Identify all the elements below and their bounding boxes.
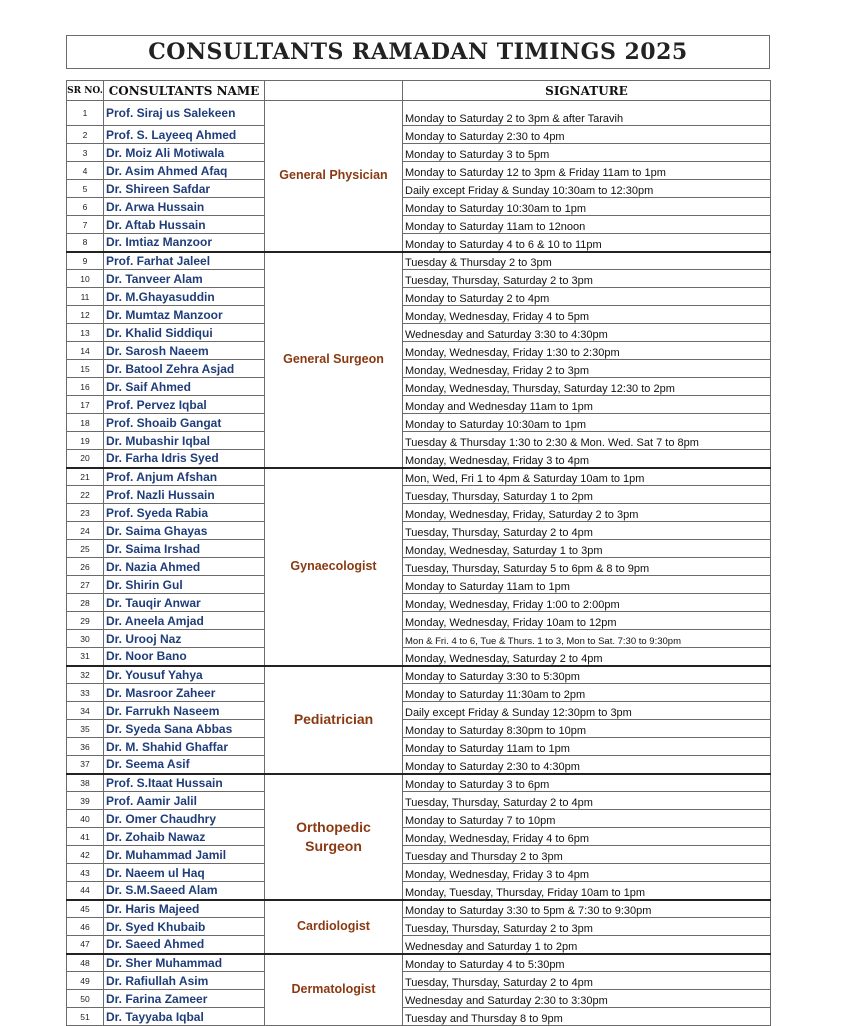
timing-text: Wednesday and Saturday 1 to 2pm	[403, 936, 771, 954]
header-name: CONSULTANTS NAME	[104, 81, 265, 101]
serial-number: 39	[67, 792, 104, 810]
timing-text: Monday, Wednesday, Friday 4 to 5pm	[403, 306, 771, 324]
timing-text: Monday, Tuesday, Thursday, Friday 10am to 1pm	[403, 882, 771, 900]
serial-number: 51	[67, 1008, 104, 1026]
serial-number: 34	[67, 702, 104, 720]
table-row	[67, 324, 771, 342]
serial-number: 29	[67, 612, 104, 630]
timing-text: Monday to Saturday 2 to 4pm	[403, 288, 771, 306]
table-row	[67, 234, 771, 252]
table-row	[67, 774, 771, 792]
timing-text: Tuesday, Thursday, Saturday 5 to 6pm & 8 to 9pm	[403, 558, 771, 576]
serial-number: 5	[67, 180, 104, 198]
header-sr: SR NO.	[67, 81, 104, 101]
consultant-name: Dr. Aneela Amjad	[104, 612, 265, 630]
timing-text: Monday, Wednesday, Thursday, Saturday 12:30 to 2pm	[403, 378, 771, 396]
table-row	[67, 522, 771, 540]
serial-number: 36	[67, 738, 104, 756]
serial-number: 25	[67, 540, 104, 558]
table-row	[67, 792, 771, 810]
serial-number: 47	[67, 936, 104, 954]
department-label: Cardiologist	[265, 900, 403, 954]
consultant-name: Dr. Aftab Hussain	[104, 216, 265, 234]
table-row	[67, 954, 771, 972]
consultant-name: Dr. Mubashir Iqbal	[104, 432, 265, 450]
timing-text: Monday and Wednesday 11am to 1pm	[403, 396, 771, 414]
timing-text: Monday, Wednesday, Friday 3 to 4pm	[403, 864, 771, 882]
department-label: Gynaecologist	[265, 468, 403, 666]
table-row	[67, 828, 771, 846]
timing-text: Monday, Wednesday, Friday 1:00 to 2:00pm	[403, 594, 771, 612]
timing-text: Monday to Saturday 10:30am to 1pm	[403, 198, 771, 216]
timing-text: Monday to Saturday 12 to 3pm & Friday 11am to 1pm	[403, 162, 771, 180]
consultant-name: Dr. Muhammad Jamil	[104, 846, 265, 864]
timing-text: Tuesday, Thursday, Saturday 2 to 4pm	[403, 972, 771, 990]
table-row	[67, 468, 771, 486]
consultant-name: Prof. Pervez Iqbal	[104, 396, 265, 414]
timing-text: Monday to Saturday 4 to 6 & 10 to 11pm	[403, 234, 771, 252]
timing-text: Tuesday & Thursday 1:30 to 2:30 & Mon. Wed. Sat 7 to 8pm	[403, 432, 771, 450]
consultant-name: Dr. Moiz Ali Motiwala	[104, 144, 265, 162]
table-row	[67, 630, 771, 648]
table-row	[67, 756, 771, 774]
timing-text: Monday to Saturday 2 to 3pm & after Taravih	[403, 101, 771, 126]
serial-number: 26	[67, 558, 104, 576]
timing-text: Monday to Saturday 11am to 1pm	[403, 738, 771, 756]
serial-number: 13	[67, 324, 104, 342]
consultant-name: Dr. Saima Irshad	[104, 540, 265, 558]
table-row	[67, 342, 771, 360]
serial-number: 40	[67, 810, 104, 828]
consultant-name: Dr. Naeem ul Haq	[104, 864, 265, 882]
timing-text: Monday, Wednesday, Saturday 1 to 3pm	[403, 540, 771, 558]
table-row	[67, 666, 771, 684]
consultant-name: Dr. Nazia Ahmed	[104, 558, 265, 576]
consultant-name: Dr. Syeda Sana Abbas	[104, 720, 265, 738]
serial-number: 9	[67, 252, 104, 270]
serial-number: 46	[67, 918, 104, 936]
serial-number: 31	[67, 648, 104, 666]
serial-number: 50	[67, 990, 104, 1008]
consultant-name: Dr. Batool Zehra Asjad	[104, 360, 265, 378]
table-row	[67, 846, 771, 864]
serial-number: 41	[67, 828, 104, 846]
timing-text: Mon & Fri. 4 to 6, Tue & Thurs. 1 to 3, Mon to Sat. 7:30 to 9:30pm	[403, 630, 771, 648]
serial-number: 19	[67, 432, 104, 450]
table-row	[67, 306, 771, 324]
serial-number: 24	[67, 522, 104, 540]
consultant-name: Dr. Shireen Safdar	[104, 180, 265, 198]
table-row	[67, 594, 771, 612]
table-row	[67, 864, 771, 882]
timing-text: Monday, Wednesday, Friday, Saturday 2 to 3pm	[403, 504, 771, 522]
timing-text: Monday to Saturday 4 to 5:30pm	[403, 954, 771, 972]
timings-sheet	[66, 35, 770, 1025]
consultant-name: Prof. S.Itaat Hussain	[104, 774, 265, 792]
serial-number: 27	[67, 576, 104, 594]
table-body	[67, 101, 771, 1026]
consultant-name: Dr. Yousuf Yahya	[104, 666, 265, 684]
serial-number: 22	[67, 486, 104, 504]
serial-number: 4	[67, 162, 104, 180]
table-row	[67, 252, 771, 270]
table-row	[67, 936, 771, 954]
consultant-name: Dr. Tauqir Anwar	[104, 594, 265, 612]
table-row	[67, 450, 771, 468]
consultant-name: Prof. Farhat Jaleel	[104, 252, 265, 270]
consultant-name: Prof. S. Layeeq Ahmed	[104, 126, 265, 144]
serial-number: 20	[67, 450, 104, 468]
serial-number: 32	[67, 666, 104, 684]
table-row	[67, 972, 771, 990]
consultant-name: Dr. Sher Muhammad	[104, 954, 265, 972]
consultant-name: Dr. Urooj Naz	[104, 630, 265, 648]
timing-text: Daily except Friday & Sunday 12:30pm to 3pm	[403, 702, 771, 720]
table-row	[67, 540, 771, 558]
serial-number: 18	[67, 414, 104, 432]
table-row	[67, 126, 771, 144]
consultant-name: Dr. Zohaib Nawaz	[104, 828, 265, 846]
page-title: CONSULTANTS RAMADAN TIMINGS 2025	[148, 39, 688, 65]
timing-text: Monday to Saturday 11am to 12noon	[403, 216, 771, 234]
consultant-name: Dr. Saif Ahmed	[104, 378, 265, 396]
timing-text: Tuesday and Thursday 8 to 9pm	[403, 1008, 771, 1026]
table-row	[67, 144, 771, 162]
consultant-name: Dr. S.M.Saeed Alam	[104, 882, 265, 900]
consultant-name: Dr. Mumtaz Manzoor	[104, 306, 265, 324]
timing-text: Monday to Saturday 2:30 to 4:30pm	[403, 756, 771, 774]
timing-text: Monday, Wednesday, Saturday 2 to 4pm	[403, 648, 771, 666]
serial-number: 49	[67, 972, 104, 990]
table-row	[67, 558, 771, 576]
title-box	[66, 35, 770, 69]
header-signature: SIGNATURE	[403, 81, 771, 101]
timing-text: Monday, Wednesday, Friday 4 to 6pm	[403, 828, 771, 846]
consultant-name: Dr. Omer Chaudhry	[104, 810, 265, 828]
consultant-name: Dr. Saeed Ahmed	[104, 936, 265, 954]
serial-number: 1	[67, 101, 104, 126]
table-row	[67, 900, 771, 918]
timing-text: Tuesday & Thursday 2 to 3pm	[403, 252, 771, 270]
table-row	[67, 180, 771, 198]
serial-number: 11	[67, 288, 104, 306]
table-row	[67, 288, 771, 306]
timing-text: Daily except Friday & Sunday 10:30am to 12:30pm	[403, 180, 771, 198]
timing-text: Monday to Saturday 7 to 10pm	[403, 810, 771, 828]
table-row	[67, 684, 771, 702]
serial-number: 45	[67, 900, 104, 918]
consultant-name: Dr. Farina Zameer	[104, 990, 265, 1008]
consultant-name: Dr. Imtiaz Manzoor	[104, 234, 265, 252]
timing-text: Tuesday, Thursday, Saturday 2 to 4pm	[403, 522, 771, 540]
table-row	[67, 216, 771, 234]
table-row	[67, 1008, 771, 1026]
timing-text: Monday to Saturday 10:30am to 1pm	[403, 414, 771, 432]
consultant-name: Dr. Rafiullah Asim	[104, 972, 265, 990]
serial-number: 15	[67, 360, 104, 378]
serial-number: 23	[67, 504, 104, 522]
serial-number: 17	[67, 396, 104, 414]
consultant-name: Dr. Shirin Gul	[104, 576, 265, 594]
table-row	[67, 101, 771, 126]
serial-number: 44	[67, 882, 104, 900]
timing-text: Monday, Wednesday, Friday 1:30 to 2:30pm	[403, 342, 771, 360]
consultant-name: Dr. Syed Khubaib	[104, 918, 265, 936]
timing-text: Wednesday and Saturday 3:30 to 4:30pm	[403, 324, 771, 342]
serial-number: 10	[67, 270, 104, 288]
serial-number: 2	[67, 126, 104, 144]
table-row	[67, 378, 771, 396]
serial-number: 33	[67, 684, 104, 702]
consultant-name: Dr. Asim Ahmed Afaq	[104, 162, 265, 180]
consultant-name: Dr. M.Ghayasuddin	[104, 288, 265, 306]
table-row	[67, 162, 771, 180]
consultant-name: Prof. Aamir Jalil	[104, 792, 265, 810]
timing-text: Mon, Wed, Fri 1 to 4pm & Saturday 10am to 1pm	[403, 468, 771, 486]
timing-text: Tuesday, Thursday, Saturday 2 to 3pm	[403, 270, 771, 288]
consultant-name: Dr. Tayyaba Iqbal	[104, 1008, 265, 1026]
header-row	[67, 81, 771, 101]
consultant-name: Prof. Shoaib Gangat	[104, 414, 265, 432]
table-row	[67, 918, 771, 936]
serial-number: 7	[67, 216, 104, 234]
consultant-name: Prof. Anjum Afshan	[104, 468, 265, 486]
timing-text: Monday to Saturday 11am to 1pm	[403, 576, 771, 594]
serial-number: 48	[67, 954, 104, 972]
table-row	[67, 648, 771, 666]
consultant-name: Dr. Farha Idris Syed	[104, 450, 265, 468]
serial-number: 21	[67, 468, 104, 486]
table-row	[67, 360, 771, 378]
serial-number: 16	[67, 378, 104, 396]
consultant-name: Dr. Saima Ghayas	[104, 522, 265, 540]
table-row	[67, 270, 771, 288]
consultant-name: Prof. Nazli Hussain	[104, 486, 265, 504]
serial-number: 42	[67, 846, 104, 864]
timing-text: Tuesday, Thursday, Saturday 2 to 4pm	[403, 792, 771, 810]
serial-number: 3	[67, 144, 104, 162]
consultant-name: Dr. Khalid Siddiqui	[104, 324, 265, 342]
department-label: Dermatologist	[265, 954, 403, 1026]
department-label: Orthopedic Surgeon	[265, 774, 403, 900]
serial-number: 8	[67, 234, 104, 252]
table-row	[67, 432, 771, 450]
timing-text: Monday to Saturday 8:30pm to 10pm	[403, 720, 771, 738]
timing-text: Monday, Wednesday, Friday 2 to 3pm	[403, 360, 771, 378]
timing-text: Monday to Saturday 2:30 to 4pm	[403, 126, 771, 144]
serial-number: 28	[67, 594, 104, 612]
consultant-name: Prof. Syeda Rabia	[104, 504, 265, 522]
serial-number: 38	[67, 774, 104, 792]
consultant-name: Dr. Haris Majeed	[104, 900, 265, 918]
timing-text: Monday, Wednesday, Friday 3 to 4pm	[403, 450, 771, 468]
department-label: General Physician	[265, 101, 403, 252]
consultant-name: Dr. Farrukh Naseem	[104, 702, 265, 720]
serial-number: 14	[67, 342, 104, 360]
consultant-name: Dr. Seema Asif	[104, 756, 265, 774]
table-row	[67, 702, 771, 720]
consultant-name: Dr. Sarosh Naeem	[104, 342, 265, 360]
serial-number: 43	[67, 864, 104, 882]
timing-text: Tuesday, Thursday, Saturday 1 to 2pm	[403, 486, 771, 504]
serial-number: 12	[67, 306, 104, 324]
serial-number: 35	[67, 720, 104, 738]
consultant-name: Dr. Tanveer Alam	[104, 270, 265, 288]
table-row	[67, 738, 771, 756]
consultant-name: Prof. Siraj us Salekeen	[104, 101, 265, 126]
table-row	[67, 810, 771, 828]
serial-number: 6	[67, 198, 104, 216]
timing-text: Monday to Saturday 3 to 6pm	[403, 774, 771, 792]
timings-table	[66, 80, 771, 1026]
serial-number: 37	[67, 756, 104, 774]
serial-number: 30	[67, 630, 104, 648]
table-row	[67, 882, 771, 900]
table-row	[67, 504, 771, 522]
table-row	[67, 414, 771, 432]
department-label: General Surgeon	[265, 252, 403, 468]
table-row	[67, 576, 771, 594]
consultant-name: Dr. Masroor Zaheer	[104, 684, 265, 702]
timing-text: Monday, Wednesday, Friday 10am to 12pm	[403, 612, 771, 630]
table-row	[67, 486, 771, 504]
timing-text: Tuesday and Thursday 2 to 3pm	[403, 846, 771, 864]
timing-text: Monday to Saturday 3:30 to 5pm & 7:30 to 9:30pm	[403, 900, 771, 918]
table-row	[67, 198, 771, 216]
consultant-name: Dr. M. Shahid Ghaffar	[104, 738, 265, 756]
timing-text: Monday to Saturday 3 to 5pm	[403, 144, 771, 162]
header-dept	[265, 81, 403, 101]
table-row	[67, 612, 771, 630]
timing-text: Monday to Saturday 3:30 to 5:30pm	[403, 666, 771, 684]
consultant-name: Dr. Arwa Hussain	[104, 198, 265, 216]
timing-text: Tuesday, Thursday, Saturday 2 to 3pm	[403, 918, 771, 936]
consultant-name: Dr. Noor Bano	[104, 648, 265, 666]
timing-text: Wednesday and Saturday 2:30 to 3:30pm	[403, 990, 771, 1008]
table-row	[67, 720, 771, 738]
timing-text: Monday to Saturday 11:30am to 2pm	[403, 684, 771, 702]
table-row	[67, 990, 771, 1008]
table-row	[67, 396, 771, 414]
department-label: Pediatrician	[265, 666, 403, 774]
